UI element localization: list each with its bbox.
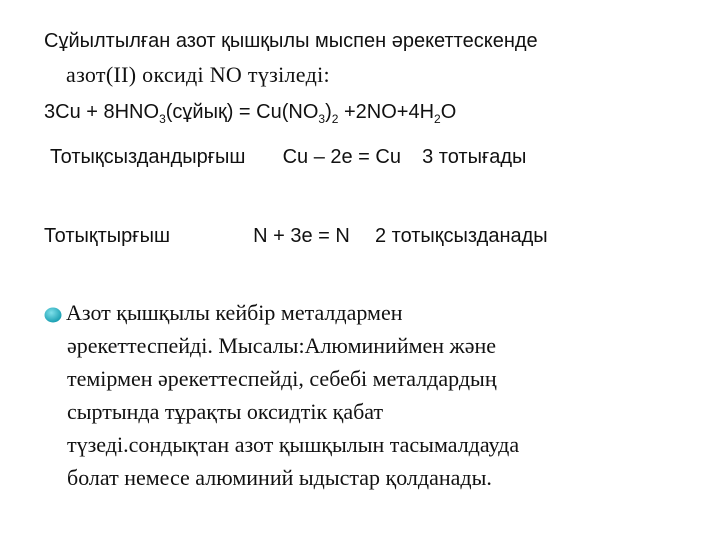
- equation-part-4: +2NO+4H: [338, 101, 435, 123]
- reducer-row: [50, 145, 526, 169]
- oxidizer-half-reaction: N + 3e = N: [253, 225, 350, 247]
- equation-subscript-1: 3: [159, 112, 166, 126]
- equation-subscript-4: 2: [434, 112, 441, 126]
- paragraph-line-6: болат немесе алюминий ыдыстар қолданады.: [67, 465, 492, 490]
- equation-part-3: ): [325, 101, 332, 123]
- equation-subscript-3: 2: [331, 112, 339, 126]
- paragraph-line-2: әрекеттеспейді. Мысалы:Алюминиймен және: [67, 333, 497, 358]
- reducer-half-reaction: Cu – 2e = Cu: [282, 146, 401, 168]
- equation-part-2: (сұйық) = Cu(NO: [165, 101, 319, 123]
- equation-subscript-2: 3: [318, 112, 326, 126]
- paragraph-line-3: темірмен әрекеттеспейді, себебі металдардың: [67, 366, 497, 391]
- reducer-result: 3 тотығады: [422, 146, 527, 168]
- oxidizer-row: [44, 224, 548, 248]
- intro-line-2: азот(II) оксиді NO түзіледі:: [66, 62, 330, 87]
- paragraph-line-5: түзеді.сондықтан азот қышқылын тасымалдауда: [67, 432, 520, 457]
- reaction-equation: [44, 100, 456, 124]
- oxidizer-result: 2 тотықсызданады: [374, 225, 548, 247]
- reducer-label: Тотықсыздандырғыш: [50, 146, 246, 168]
- equation-part-1: 3Cu + 8HNO: [44, 101, 160, 123]
- equation-part-5: O: [440, 101, 457, 123]
- paragraph-line-1: Азот қышқылы кейбір металдармен: [66, 300, 403, 325]
- bullet-icon: [44, 306, 62, 324]
- oxidizer-label: Тотықтырғыш: [44, 225, 170, 247]
- paragraph-line-4: сыртында тұрақты оксидтік қабат: [67, 399, 384, 424]
- intro-line-1: Сұйылтылған азот қышқылы мыспен әрекеттескенде: [44, 30, 538, 52]
